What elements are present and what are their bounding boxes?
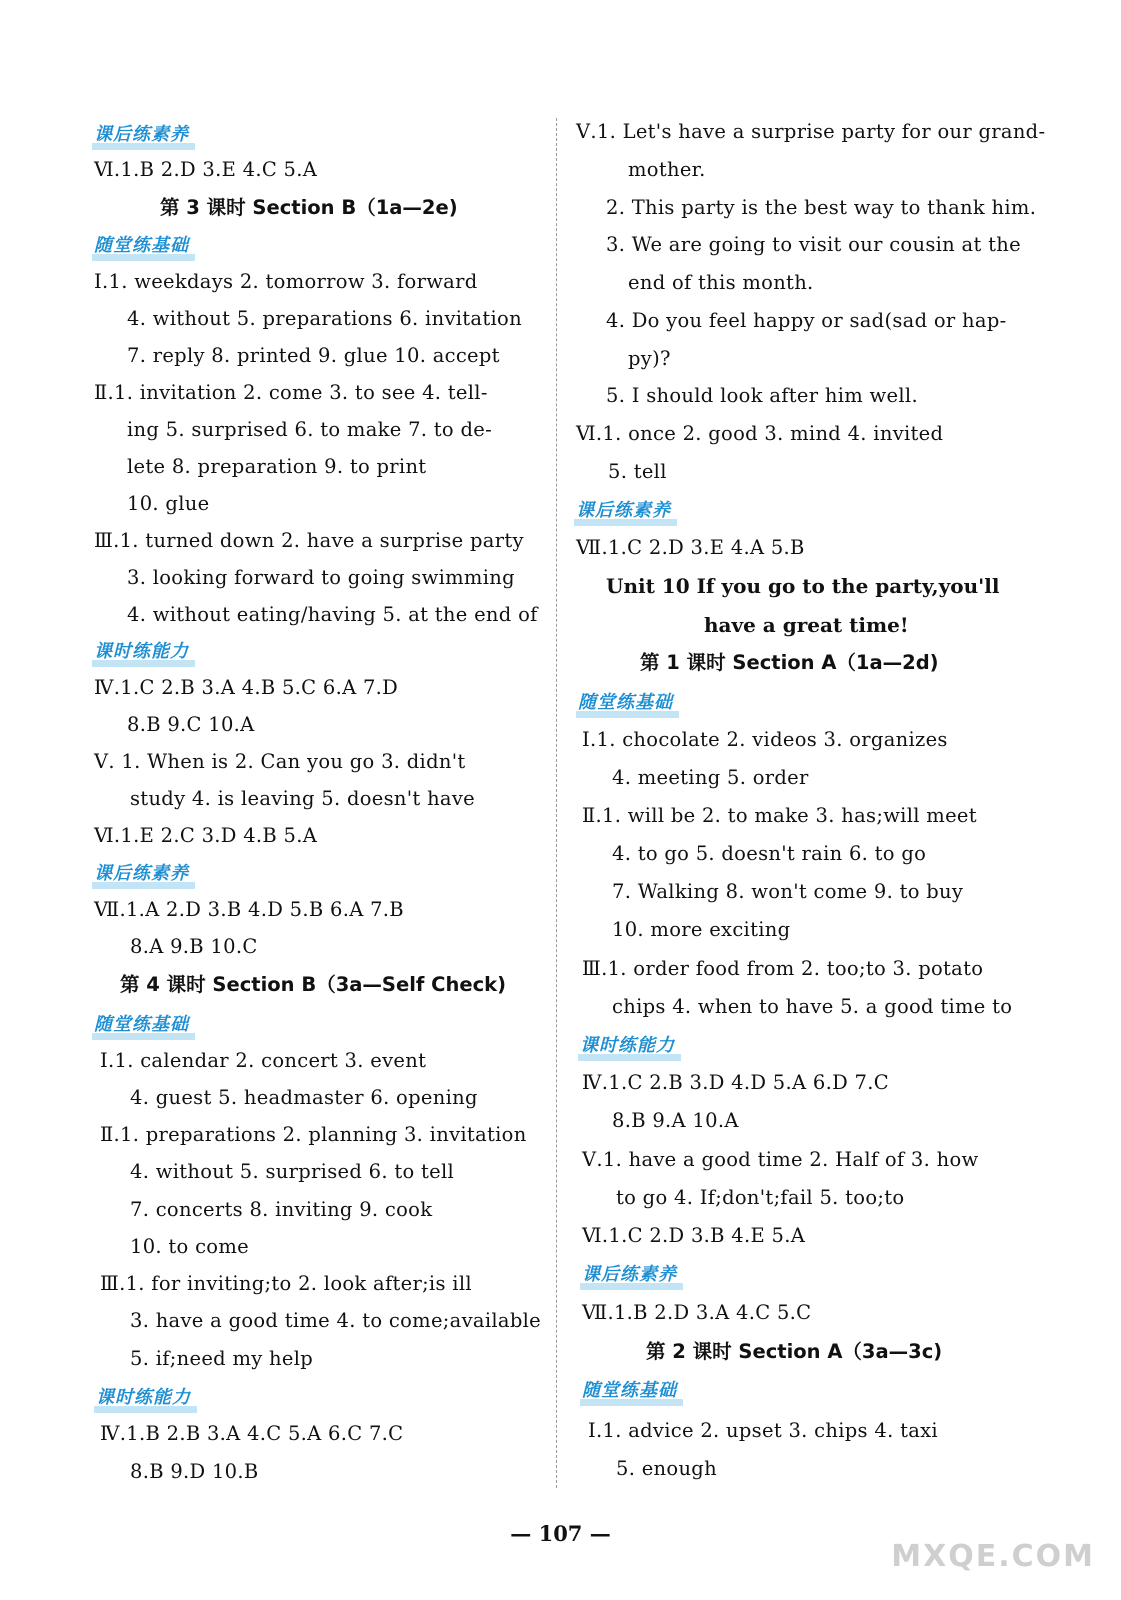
answer-line: end of this month. [628, 271, 814, 294]
answer-line: lete 8. preparation 9. to print [127, 455, 427, 478]
section-tag: 随堂练基础 [582, 1378, 681, 1406]
answer-line: Ⅱ.1. will be 2. to make 3. has;will meet [582, 804, 977, 827]
answer-line: Ⅵ.1.B 2.D 3.E 4.C 5.A [94, 158, 318, 181]
answer-line: Ⅵ.1.C 2.D 3.B 4.E 5.A [582, 1224, 806, 1247]
column-divider [556, 118, 557, 1488]
answer-line: 7. concerts 8. inviting 9. cook [130, 1198, 433, 1221]
page-number: — 107 — [510, 1521, 611, 1546]
answer-line: Ⅶ.1.B 2.D 3.A 4.C 5.C [582, 1301, 812, 1324]
answer-line: 5. tell [608, 460, 667, 483]
answer-line: 10. more exciting [612, 918, 791, 941]
answer-line: 8.A 9.B 10.C [130, 935, 258, 958]
answer-line: 8.B 9.A 10.A [612, 1109, 739, 1132]
lesson-heading: 第 1 课时 Section A（1a—2d) [640, 651, 939, 674]
answer-line: 8.B 9.C 10.A [127, 713, 255, 736]
answer-line: 5. if;need my help [130, 1347, 314, 1370]
answer-line: 4. without 5. surprised 6. to tell [130, 1160, 455, 1183]
answer-line: Ⅱ.1. preparations 2. planning 3. invitation [100, 1123, 527, 1146]
section-tag: 课后练素养 [94, 861, 193, 889]
section-tag: 课后练素养 [94, 122, 193, 150]
answer-line: py)? [628, 347, 671, 370]
watermark-logo: MXQE.COM [891, 1539, 1095, 1574]
answer-line: 7. reply 8. printed 9. glue 10. accept [127, 344, 500, 367]
answer-line: 3. looking forward to going swimming [127, 566, 515, 589]
answer-line: Ⅳ.1.B 2.B 3.A 4.C 5.A 6.C 7.C [100, 1422, 404, 1445]
answer-line: 10. glue [127, 492, 210, 515]
section-tag: 随堂练基础 [94, 233, 193, 261]
answer-line: 4. meeting 5. order [612, 766, 809, 789]
answer-line: Ⅵ.1. once 2. good 3. mind 4. invited [576, 422, 944, 445]
answer-line: chips 4. when to have 5. a good time to [612, 995, 1013, 1018]
answer-line: 7. Walking 8. won't come 9. to buy [612, 880, 964, 903]
section-tag: 课后练素养 [582, 1262, 681, 1290]
unit-heading: Unit 10 If you go to the party,you'll [606, 574, 1000, 598]
answer-line: Ⅰ.1. chocolate 2. videos 3. organizes [582, 728, 948, 751]
answer-line: 5. enough [616, 1457, 717, 1480]
answer-line: Ⅳ.1.C 2.B 3.D 4.D 5.A 6.D 7.C [582, 1071, 889, 1094]
answer-line: Ⅴ. 1. When is 2. Can you go 3. didn't [94, 750, 466, 773]
answer-line: mother. [628, 158, 706, 181]
section-tag: 课时练能力 [580, 1033, 679, 1061]
answer-line: Ⅰ.1. calendar 2. concert 3. event [100, 1049, 427, 1072]
answer-line: Ⅵ.1.E 2.C 3.D 4.B 5.A [94, 824, 318, 847]
answer-line: 2. This party is the best way to thank him. [606, 196, 1037, 219]
answer-line: 4. guest 5. headmaster 6. opening [130, 1086, 478, 1109]
answer-line: Ⅴ.1. Let's have a surprise party for our grand- [576, 120, 1046, 143]
answer-line: 10. to come [130, 1235, 249, 1258]
answer-line: study 4. is leaving 5. doesn't have [130, 787, 476, 810]
answer-line: Ⅲ.1. turned down 2. have a surprise party [94, 529, 524, 552]
section-tag: 随堂练基础 [578, 690, 677, 718]
section-tag: 课时练能力 [94, 639, 193, 667]
section-tag: 课时练能力 [96, 1385, 195, 1413]
lesson-heading: 第 3 课时 Section B（1a—2e) [160, 196, 458, 219]
answer-line: Ⅳ.1.C 2.B 3.A 4.B 5.C 6.A 7.D [94, 676, 399, 699]
answer-line: ing 5. surprised 6. to make 7. to de- [127, 418, 492, 441]
answer-line: 4. without eating/having 5. at the end of [127, 603, 538, 626]
answer-line: 4. without 5. preparations 6. invitation [127, 307, 522, 330]
unit-heading: have a great time! [704, 613, 909, 637]
answer-line: 3. We are going to visit our cousin at the [606, 233, 1021, 256]
section-tag: 课后练素养 [576, 498, 675, 526]
answer-line: Ⅰ.1. weekdays 2. tomorrow 3. forward [94, 270, 478, 293]
answer-line: 4. Do you feel happy or sad(sad or hap- [606, 309, 1007, 332]
answer-line: 8.B 9.D 10.B [130, 1460, 259, 1483]
lesson-heading: 第 4 课时 Section B（3a—Self Check) [120, 973, 507, 996]
answer-line: to go 4. If;don't;fail 5. too;to [616, 1186, 905, 1209]
answer-line: Ⅶ.1.A 2.D 3.B 4.D 5.B 6.A 7.B [94, 898, 404, 921]
lesson-heading: 第 2 课时 Section A（3a—3c) [646, 1340, 943, 1363]
answer-line: Ⅱ.1. invitation 2. come 3. to see 4. tell- [94, 381, 488, 404]
answer-line: Ⅲ.1. order food from 2. too;to 3. potato [582, 957, 984, 980]
answer-line: Ⅰ.1. advice 2. upset 3. chips 4. taxi [588, 1419, 938, 1442]
section-tag: 随堂练基础 [94, 1012, 193, 1040]
answer-line: Ⅲ.1. for inviting;to 2. look after;is ill [100, 1272, 472, 1295]
answer-line: 3. have a good time 4. to come;available [130, 1309, 541, 1332]
answer-line: Ⅴ.1. have a good time 2. Half of 3. how [582, 1148, 979, 1171]
answer-line: 4. to go 5. doesn't rain 6. to go [612, 842, 927, 865]
answer-line: 5. I should look after him well. [606, 384, 918, 407]
answer-line: Ⅶ.1.C 2.D 3.E 4.A 5.B [576, 536, 805, 559]
